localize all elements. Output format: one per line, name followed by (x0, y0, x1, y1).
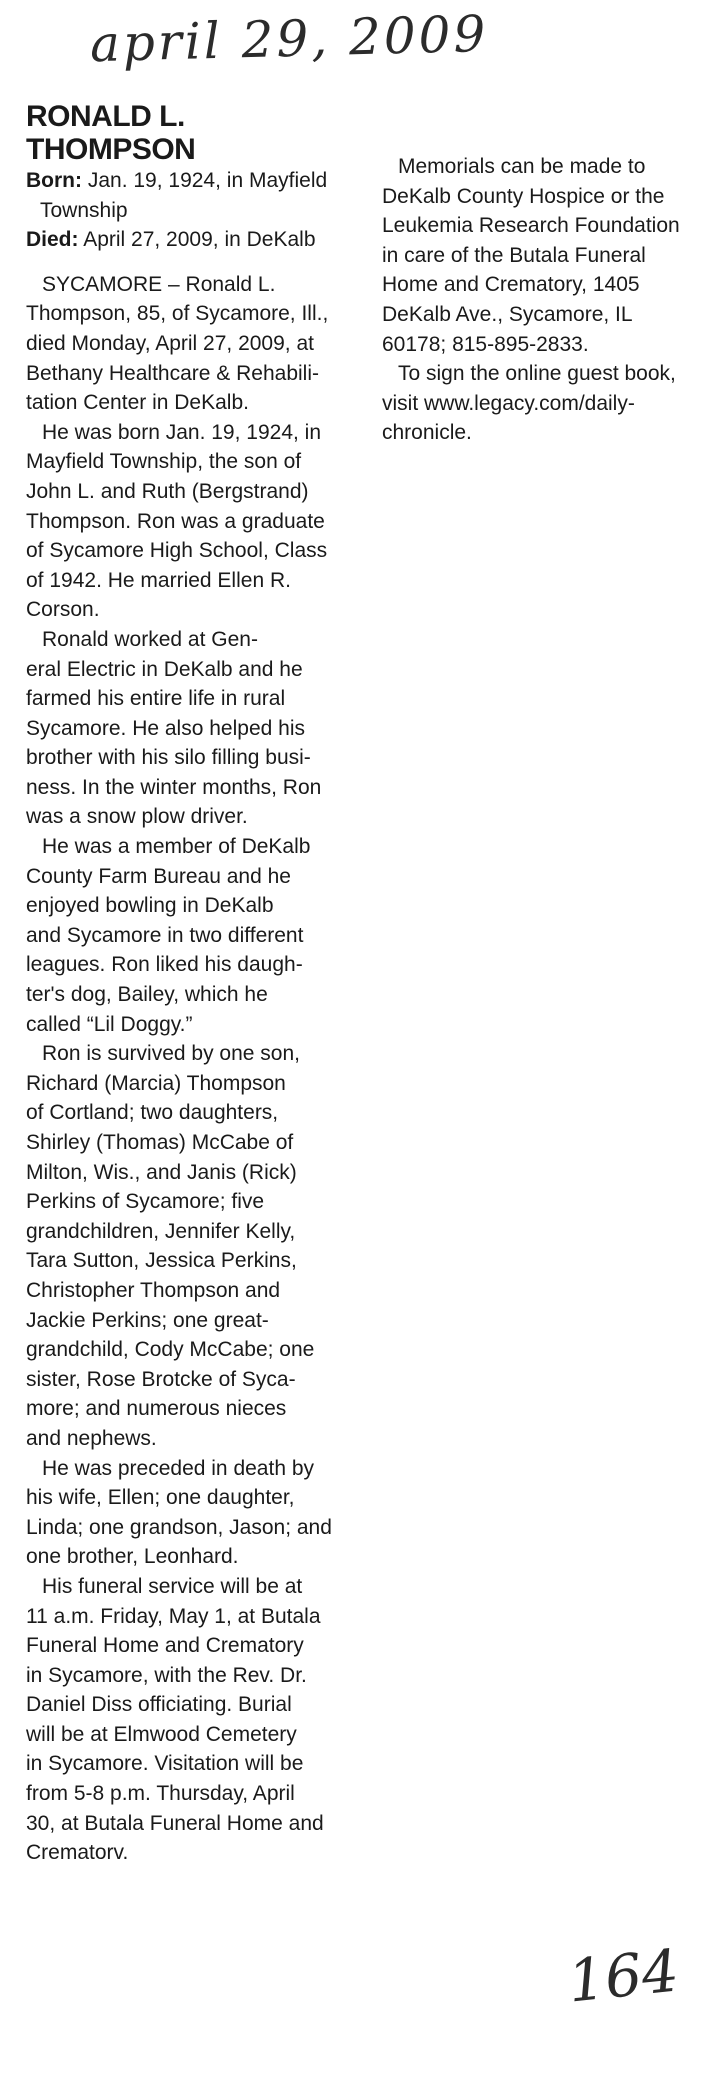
text-line: more; and numerous nieces (26, 1397, 287, 1421)
died-label: Died: (26, 228, 79, 252)
text-line: one brother, Leonhard. (26, 1545, 239, 1569)
text-line: SYCAMORE – Ronald L. (42, 272, 276, 296)
text-line: His funeral service will be at (42, 1574, 303, 1598)
text-line: enjoyed bowling in DeKalb (26, 894, 274, 918)
text-line: Sycamore. He also helped his (26, 716, 305, 740)
text-line: died Monday, April 27, 2009, at (26, 331, 314, 355)
text-line: Corson. (26, 598, 100, 622)
text-line: eral Electric in DeKalb and he (26, 657, 303, 681)
text-line: sister, Rose Brotcke of Syca- (26, 1367, 296, 1391)
text-line: DeKalb County Hospice or the (382, 184, 665, 208)
text-line: and Sycamore in two different (26, 923, 304, 947)
died-info (26, 225, 366, 255)
obituary-right-column (382, 152, 712, 448)
text-line: He was a member of DeKalb (42, 835, 311, 859)
text-line: County Farm Bureau and he (26, 864, 291, 888)
text-line: will be at Elmwood Cemetery (26, 1722, 297, 1746)
text-line: He was preceded in death by (42, 1456, 315, 1480)
text-line: from 5-8 p.m. Thursday, April (26, 1782, 295, 1806)
text-line: ter's dog, Bailey, which he (26, 983, 268, 1007)
text-line: Memorials can be made to (398, 155, 646, 178)
name-line-1: RONALD L. (26, 100, 185, 133)
text-line: in Sycamore. Visitation will be (26, 1752, 304, 1776)
died-value: April 27, 2009, in DeKalb (83, 228, 316, 252)
text-line: and nephews. (26, 1426, 157, 1450)
text-line: tation Center in DeKalb. (26, 391, 249, 415)
text-line: To sign the online guest book, (398, 362, 676, 386)
obituary-body-text (26, 270, 366, 1868)
text-line: Thompson. Ron was a graduate (26, 509, 325, 533)
born-value: Jan. 19, 1924, in Mayfield (87, 169, 328, 192)
memorials-text (382, 152, 712, 448)
text-line: Tara Sutton, Jessica Perkins, (26, 1249, 297, 1273)
text-line: He was born Jan. 19, 1924, in (42, 420, 322, 444)
text-line: called “Lil Doggy.” (26, 1012, 193, 1036)
text-line: Thompson, 85, of Sycamore, Ill., (26, 302, 329, 326)
text-line: grandchildren, Jennifer Kelly, (26, 1219, 296, 1243)
text-line: was a snow plow driver. (26, 805, 248, 829)
text-line: in care of the Butala Funeral (382, 243, 646, 267)
text-line: Mayfield Township, the son of (26, 450, 302, 474)
text-line: Leukemia Research Foundation (382, 214, 680, 238)
deceased-name (26, 100, 366, 166)
handwritten-date: april 29, 2009 (89, 4, 489, 74)
text-line: leagues. Ron liked his daugh- (26, 953, 303, 977)
text-line: of Sycamore High School, Class (26, 539, 328, 563)
text-line: farmed his entire life in rural (26, 687, 286, 711)
text-line: Shirley (Thomas) McCabe of (26, 1131, 294, 1154)
text-line: ness. In the winter months, Ron (26, 775, 322, 799)
name-line-2: THOMPSON (26, 133, 196, 166)
obituary-left-column (26, 100, 366, 1868)
text-line: Linda; one grandson, Jason; and (26, 1515, 332, 1539)
text-line: DeKalb Ave., Sycamore, IL (382, 302, 633, 326)
text-line: brother with his silo filling busi- (26, 746, 311, 770)
text-line: of Cortland; two daughters, (26, 1101, 279, 1125)
text-line: 60178; 815-895-2833. (382, 332, 589, 356)
text-line: his wife, Ellen; one daughter, (26, 1486, 295, 1510)
text-line: 30, at Butala Funeral Home and (26, 1811, 324, 1835)
text-line: visit www.legacy.com/daily- (382, 391, 635, 415)
born-label: Born: (26, 169, 82, 192)
text-line: Ronald worked at Gen- (42, 627, 258, 651)
born-info (26, 166, 366, 225)
text-line: 11 a.m. Friday, May 1, at Butala (26, 1604, 321, 1628)
handwritten-page-number: 164 (564, 1936, 682, 2016)
text-line: Jackie Perkins; one great- (26, 1308, 269, 1332)
text-line: chronicle. (382, 421, 472, 445)
text-line: Home and Crematory, 1405 (382, 273, 640, 297)
text-line: Milton, Wis., and Janis (Rick) (26, 1160, 297, 1184)
text-line: Funeral Home and Crematory (26, 1634, 304, 1658)
text-line: grandchild, Cody McCabe; one (26, 1338, 315, 1362)
text-line: of 1942. He married Ellen R. (26, 568, 291, 592)
text-line: Christopher Thompson and (26, 1278, 281, 1302)
text-line: Daniel Diss officiating. Burial (26, 1693, 292, 1717)
text-line: in Sycamore, with the Rev. Dr. (26, 1663, 307, 1687)
text-line: Ron is survived by one son, (42, 1042, 300, 1066)
text-line: John L. and Ruth (Bergstrand) (26, 479, 309, 503)
text-line: Crematorv. (26, 1841, 129, 1865)
born-value-continued: Township (40, 198, 128, 222)
text-line: Richard (Marcia) Thompson (26, 1071, 286, 1095)
text-line: Perkins of Sycamore; five (26, 1190, 265, 1214)
text-line: Bethany Healthcare & Rehabili- (26, 361, 319, 385)
